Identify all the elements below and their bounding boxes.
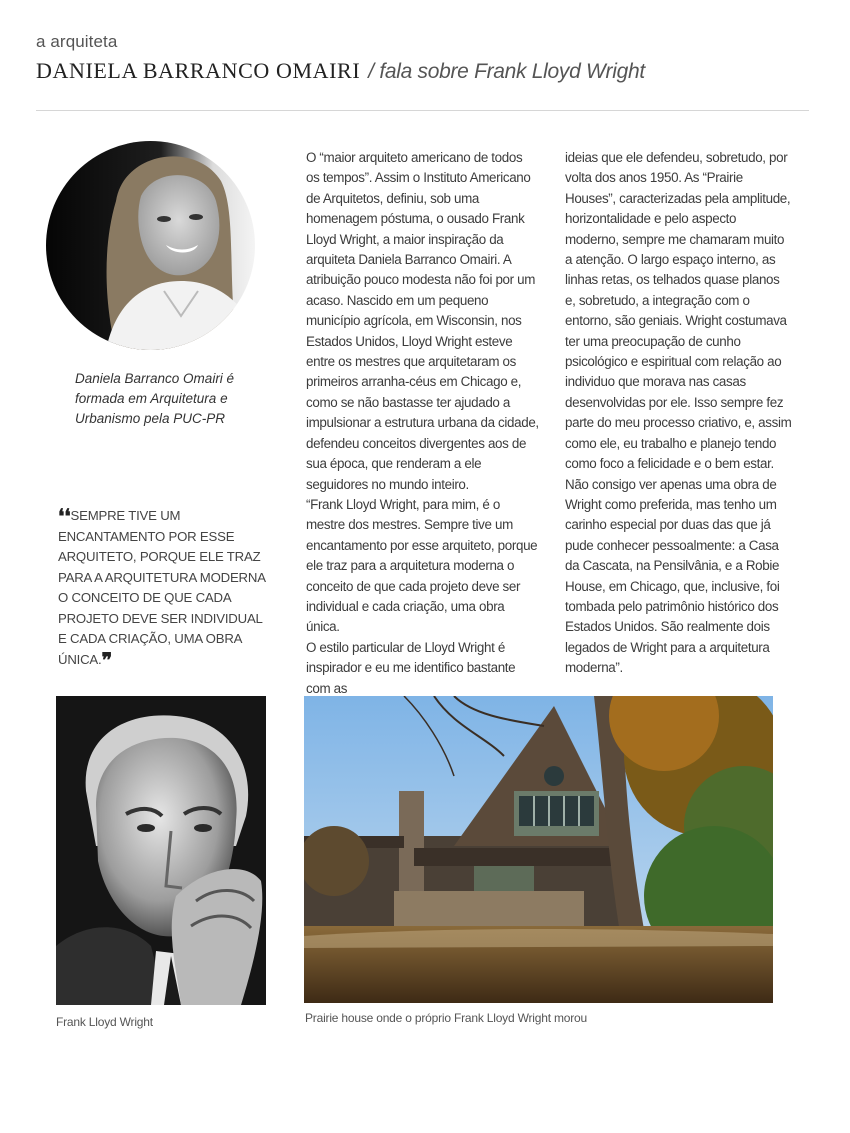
title-subtitle: / fala sobre Frank Lloyd Wright (368, 60, 645, 83)
header-divider (36, 110, 809, 111)
photo-caption-prairie-house: Prairie house onde o próprio Frank Lloyd Wright morou (305, 1011, 587, 1025)
architect-portrait-image (46, 141, 255, 350)
section-kicker: a arquiteta (36, 32, 118, 51)
article-paragraph: ideias que ele defendeu, sobretudo, por volta dos anos 1950. As “Prairie Houses”, caracterizadas pela amplitude, horizontalidade e pelo aspecto moderno, sempre me chamaram muito a atenção. O largo espaço interno, as linhas retas, os telhados quase planos e, sobretudo, a integração com o entorno, são geniais. Wright costumava ter uma preocupação de cunho psicológico e espiritual com relação ao individuo que morava nas casas desenvolvidas por ele. Isso sempre fez parte do meu processo criativo, e, assim como ele, eu trabalho e planejo tendo como foco a felicidade e o bem estar. Não consigo ver apenas uma obra de Wright como preferida, mas tenho um carinho especial por duas das que já pude conhecer pessoalmente: a Casa da Cascata, na Pensilvânia, e a Robie House, em Chicago, que, inclusive, foi tombada pelo patrimônio histórico dos Estados Unidos. São realmente dois legados de Wright para a arquitetura moderna”. (565, 150, 792, 676)
open-quote-mark: ❛❛ (58, 506, 71, 528)
article-column-2 (565, 148, 793, 679)
prairie-house-photo (304, 696, 773, 1003)
pull-quote-text: SEMPRE TIVE UM ENCANTAMENTO POR ESSE ARQUITETO, PORQUE ELE TRAZ PARA A ARQUITETURA MODERNA O CONCEITO DE QUE CADA PROJETO DEVE SER INDIVIDUAL E CADA CRIAÇÃO, UMA OBRA ÚNICA. (58, 508, 266, 667)
portrait-caption: Daniela Barranco Omairi é formada em Arquitetura e Urbanismo pela PUC-PR (75, 371, 235, 426)
article-column-1 (306, 148, 539, 699)
article-paragraph: “Frank Lloyd Wright, para mim, é o mestre dos mestres. Sempre tive um encantamento por esse arquiteto, porque ele traz para a arquitetura moderna o conceito de que cada projeto deve ser individual e cada criação, uma obra única. (306, 496, 538, 635)
frank-lloyd-wright-photo (56, 696, 266, 1005)
close-quote-mark: ❞ (101, 649, 113, 672)
article-paragraph: O estilo particular de Lloyd Wright é inspirador e eu me identifico bastante com as (306, 639, 516, 696)
page-title (36, 58, 645, 84)
article-paragraph: O “maior arquiteto americano de todos os tempos”. Assim o Instituto Americano de Arquitetos, definiu, sob uma homenagem póstuma, o ousado Frank Lloyd Wright, a maior inspiração da arquiteta Daniela Barranco Omairi. A atribuição pouco modesta não foi por um acaso. Nascido em um pequeno município agrícola, em Wisconsin, nos Estados Unidos, Lloyd Wright esteve entre os mestres que arquitetaram os primeiros arranha-céus em Chicago e, como se não bastasse ter ajudado a impulsionar a estrutura urbana da cidade, defendeu conceitos divergentes aos de sua época, que renderam a ele seguidores no mundo inteiro. (306, 150, 539, 492)
photo-caption-wright: Frank Lloyd Wright (56, 1015, 153, 1029)
architect-name: DANIELA BARRANCO OMAIRI (36, 58, 361, 83)
pull-quote (58, 506, 273, 670)
